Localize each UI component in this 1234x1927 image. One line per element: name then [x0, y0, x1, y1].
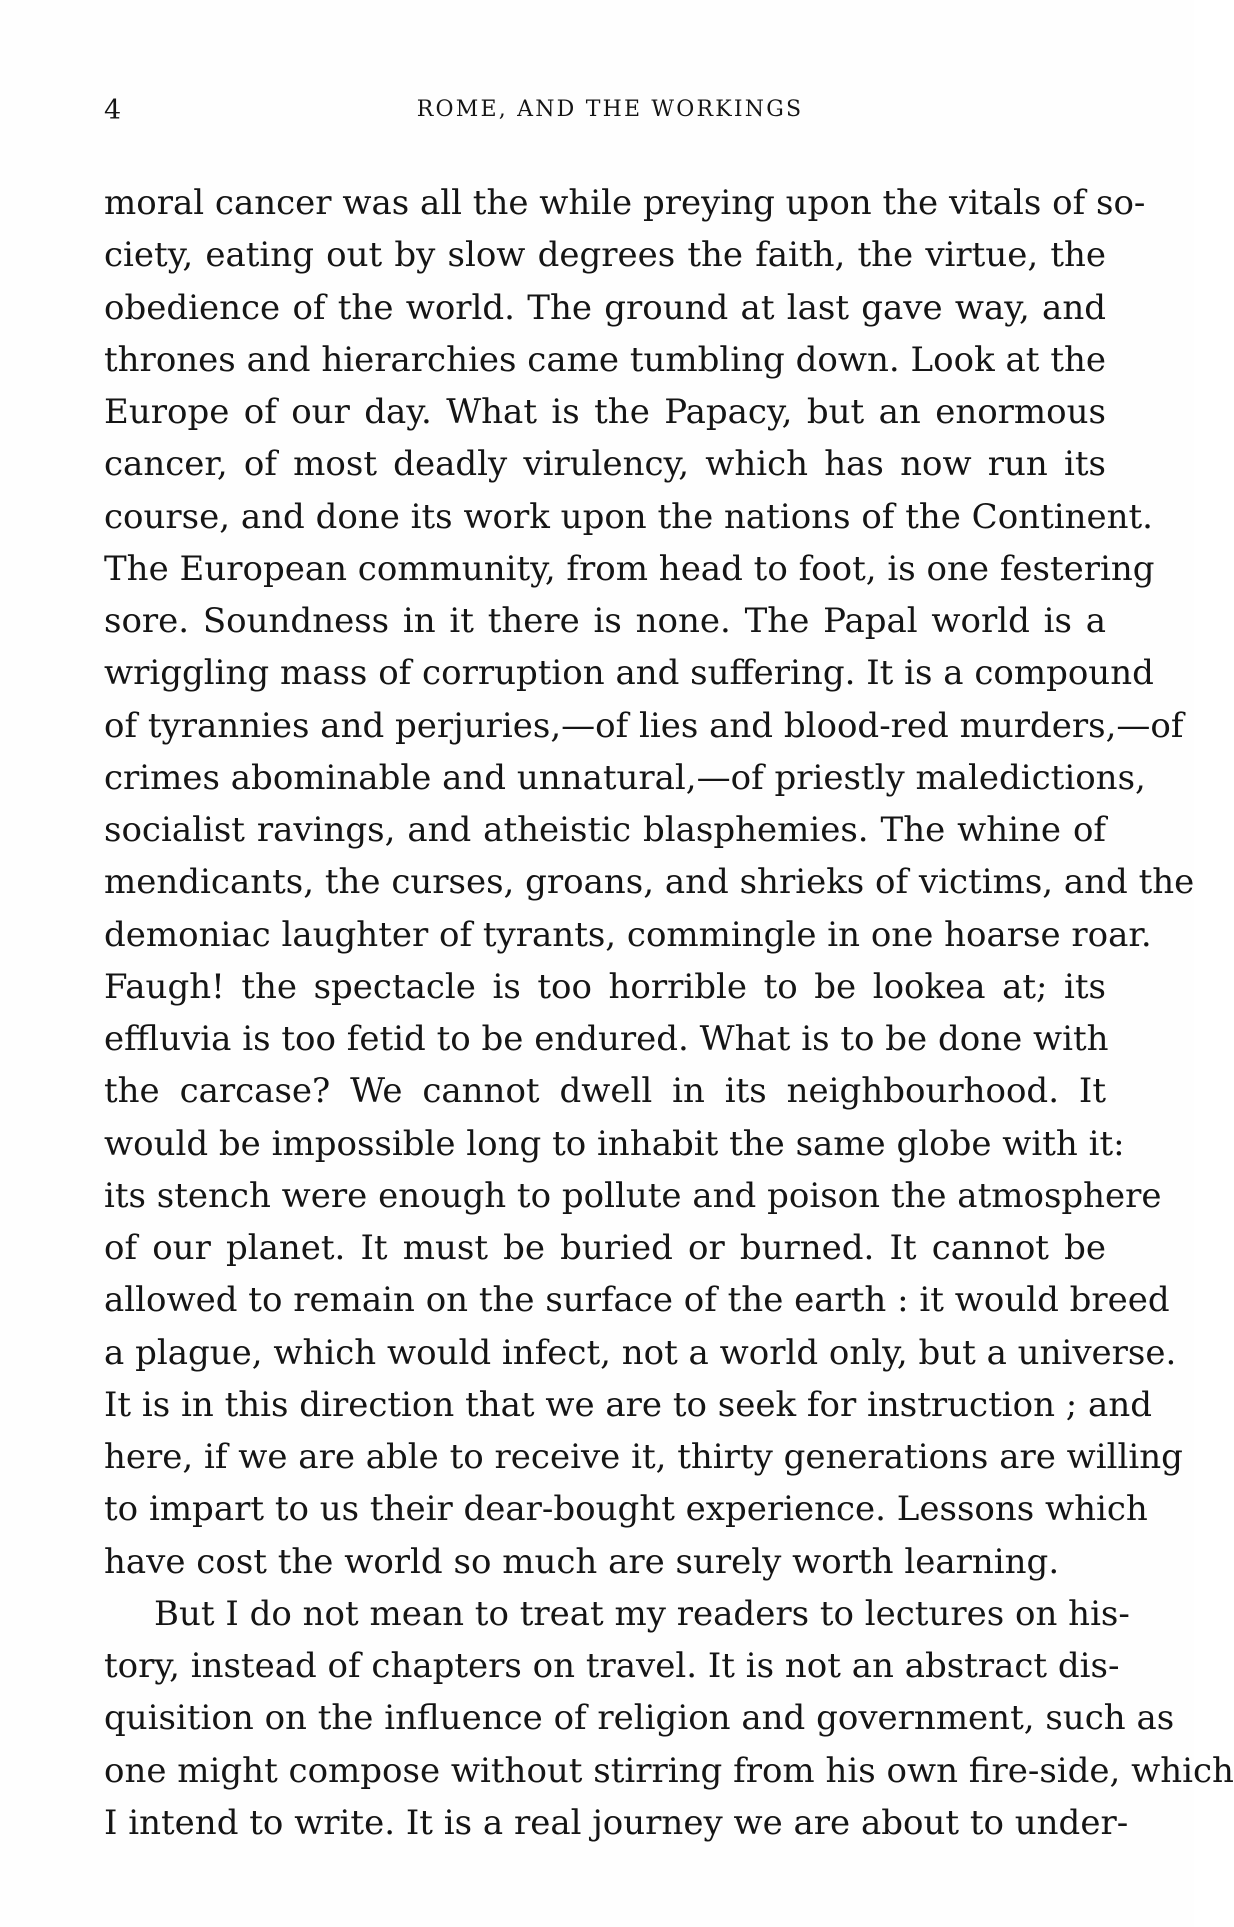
text-line: ciety, eating out by slow degrees the faith, the virtue, the: [104, 235, 1106, 276]
text-line: a plague, which would infect, not a world only, but a universe.: [104, 1332, 1177, 1373]
text-line: its stench were enough to pollute and poison the atmosphere: [104, 1175, 1162, 1216]
page-number: 4: [104, 95, 122, 126]
text-line: It is in this direction that we are to seek for instruction ; and: [104, 1384, 1152, 1425]
text-line: sore. Soundness in it there is none. The Papal world is a: [104, 601, 1106, 641]
text-line: cancer, of most deadly virulency, which has now run its: [104, 444, 1106, 485]
text-line: quisition on the influence of religion and government, such as: [104, 1698, 1175, 1739]
text-line: allowed to remain on the surface of the earth : it would breed: [104, 1280, 1170, 1321]
text-line: effluvia is too fetid to be endured. What is to be done with: [104, 1019, 1109, 1059]
body-text: [104, 177, 1234, 1849]
text-line: Europe of our day. What is the Papacy, but an enormous: [104, 392, 1106, 432]
text-line: tory, instead of chapters on travel. It is not an abstract dis-: [104, 1646, 1120, 1686]
text-line: demoniac laughter of tyrants, commingle in one hoarse roar.: [104, 914, 1152, 955]
text-line: socialist ravings, and atheistic blasphemies. The whine of: [104, 810, 1106, 850]
text-line: one might compose without stirring from his own fire-side, which: [104, 1750, 1234, 1791]
text-line: of our planet. It must be buried or burned. It cannot be: [104, 1228, 1106, 1268]
running-title: ROME, AND THE WORKINGS: [416, 97, 804, 122]
text-line: Faugh! the spectacle is too horrible to be lookea at; its: [104, 966, 1106, 1007]
text-line: moral cancer was all the while preying upon the vitals of so-: [104, 183, 1146, 223]
text-line: obedience of the world. The ground at last gave way, and: [104, 287, 1106, 328]
text-line: to impart to us their dear-bought experience. Lessons which: [104, 1489, 1148, 1530]
text-line: mendicants, the curses, groans, and shrieks of victims, and the: [104, 862, 1195, 903]
text-line: have cost the world so much are surely worth learning.: [104, 1541, 1060, 1582]
text-line: crimes abominable and unnatural,—of priestly maledictions,: [104, 757, 1146, 798]
text-line: of tyrannies and perjuries,—of lies and blood-red murders,—of: [104, 705, 1184, 746]
text-line: here, if we are able to receive it, thirty generations are willing: [104, 1437, 1183, 1477]
text-line: The European community, from head to foot, is one festering: [104, 548, 1155, 589]
text-line: course, and done its work upon the nations of the Continent.: [104, 496, 1153, 537]
text-line: wriggling mass of corruption and suffering. It is a compound: [104, 653, 1154, 694]
text-line: I intend to write. It is a real journey we are about to under-: [104, 1802, 1129, 1843]
text-line: But I do not mean to treat my readers to lectures on his-: [154, 1593, 1130, 1634]
text-line: thrones and hierarchies came tumbling down. Look at the: [104, 339, 1106, 380]
text-line: would be impossible long to inhabit the same globe with it:: [104, 1123, 1125, 1164]
text-line: the carcase? We cannot dwell in its neighbourhood. It: [104, 1071, 1106, 1112]
running-head: [104, 91, 1116, 131]
